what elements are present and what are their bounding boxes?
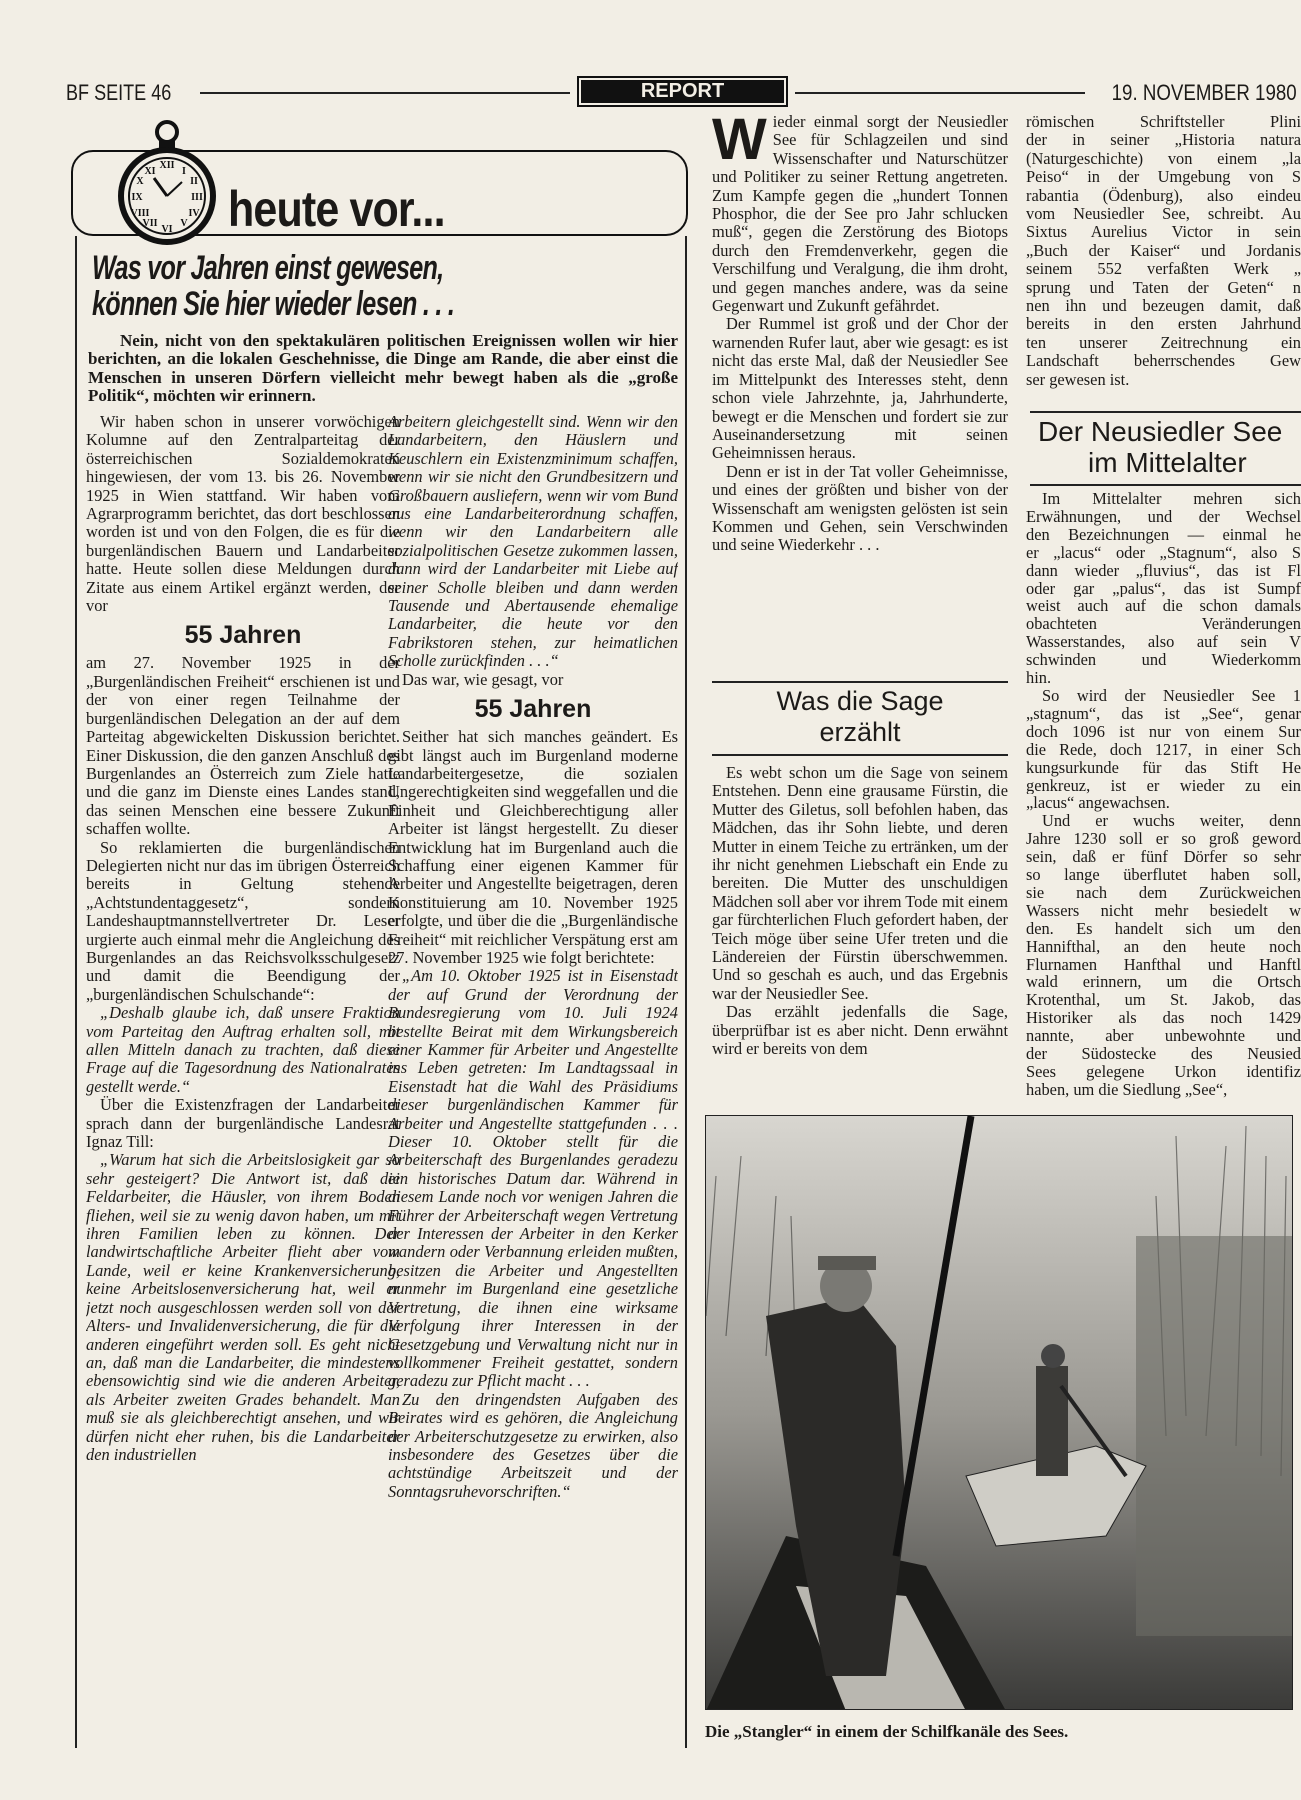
paragraph: Arbeitern gleichgestellt sind. Wenn wir den Landarbeitern, den Häuslern und Keuschlern ein Existenzminimum schaffen, wenn wir sie nicht den Grundbesitzern und Großbauern ausliefern, wenn wir vom Bund aus eine Landarbeiterordnung schaffen, wenn wir den Landarbeitern alle sozialpolitischen Gesetze zukommen lassen, dann wird der Landarbeiter mit Liebe auf seiner Scholle bleiben und dann werden Tausende und Abertausende ehemalige Landarbeiter, die heute vor den Fabrikstoren stehen, zur heimatlichen Scholle zurückfinden . . .“ bbox=[388, 413, 678, 671]
text-line: Hannifthal, an den heute noch bbox=[1026, 937, 1301, 956]
text-line: Peiso“ in der Umgebung von S bbox=[1026, 168, 1301, 187]
drop-cap: W bbox=[712, 113, 767, 172]
text-line: er „lacus“ oder „Stagnum“, also S bbox=[1026, 543, 1301, 562]
paragraph: Der Rummel ist groß und der Chor der warnenden Rufer laut, aber wie gesagt: es ist nicht das erste Mal, daß der Neusiedler See im Mittelpunkt des Interesses steht, denn schon viele Jahrzehnte, ja, Jahrhunderte, bewegt er die Menschen und fordert sie zur Auseinandersetzung mit seinen Geheimnissen heraus. bbox=[712, 314, 1008, 463]
article-column-2 bbox=[388, 413, 678, 1749]
text-line: Krotenthal, um St. Jakob, das bbox=[1026, 991, 1301, 1010]
section-label-text: REPORT bbox=[581, 80, 784, 103]
section-heading-line: erzählt bbox=[819, 717, 901, 747]
section-heading-line: Was die Sage bbox=[776, 686, 944, 716]
text-line: nen ihn und bezeugen damit, daß bbox=[1026, 297, 1301, 316]
subheading: 55 Jahren bbox=[184, 621, 302, 650]
article-column-3-bottom bbox=[712, 764, 1008, 1104]
section-label bbox=[577, 76, 788, 107]
text-line: sein, daß er fünf Dörfer so sehr bbox=[1026, 848, 1301, 867]
text-line: der Südostecke des Neusied bbox=[1026, 1045, 1301, 1063]
paragraph: Über die Existenzfragen der Landarbeiter sprach dann der burgenländische Landesrat Ignaz Till: bbox=[86, 1095, 400, 1152]
svg-text:II: II bbox=[190, 176, 198, 187]
text-line: Jahre 1230 soll er so groß geword bbox=[1026, 830, 1301, 849]
svg-text:VII: VII bbox=[142, 218, 158, 229]
text-line: hin. bbox=[1026, 669, 1052, 687]
section-heading-sage bbox=[712, 681, 1008, 756]
svg-text:XI: XI bbox=[144, 166, 156, 177]
text-line: „Buch der Kaiser“ und Jordanis bbox=[1026, 241, 1301, 260]
svg-text:VI: VI bbox=[161, 224, 173, 235]
photo-stangler-boats bbox=[705, 1115, 1293, 1710]
svg-text:X: X bbox=[136, 176, 144, 187]
text-line: so lange überflutet haben soll, bbox=[1026, 866, 1301, 884]
text-line: „stagnum“, das ist „See“, genar bbox=[1026, 704, 1301, 723]
header-rule-right bbox=[795, 92, 1085, 94]
section-heading-mittelalter bbox=[1030, 411, 1301, 486]
paragraph: Denn er ist in der Tat voller Geheimnisse, und eines der größten und bisher von der Wissenschaft am wenigsten gelösten ist sein Kommen und Gehen, sein Verschwinden und seine Wiederkehr . . . bbox=[712, 461, 1008, 555]
paragraph: Seither hat sich manches geändert. Es gibt längst auch im Burgenland moderne Landarbeitergesetze, die sozialen Ungerechtigkeiten sind weggefallen und die Einheit und Gleichberechtigung aller Arbeiter ist längst hergestellt. Zu dieser Entwicklung hat im Burgenland auch die Schaffung einer eigenen Kammer für Arbeiter und Angestellte beigetragen, deren Konstituierung am 10. November 1925 erfolgte, und über die die „Burgenländische Freiheit“ mit reichlicher Verspätung erst am 27. November 1925 wie folgt berichtete: bbox=[388, 727, 678, 967]
text-line: ten unserer Zeitrechnung ein bbox=[1026, 333, 1301, 352]
svg-text:V: V bbox=[180, 218, 188, 229]
text-line: Flurnamen Hanfthal und Hanftl bbox=[1026, 955, 1301, 974]
subheading: 55 Jahren bbox=[474, 695, 592, 724]
text-line: den. Es handelt sich um den bbox=[1026, 919, 1301, 938]
text-line: römischen Schriftsteller Plini bbox=[1026, 113, 1301, 131]
text-line: Im Mittelalter mehren sich bbox=[1042, 490, 1301, 508]
text-line: doch 1096 ist nur von einem Sur bbox=[1026, 722, 1301, 741]
issue-date: 19. NOVEMBER 1980 bbox=[1111, 80, 1297, 105]
article-column-1 bbox=[86, 413, 400, 1749]
feature-intro: Nein, nicht von den spektakulären politischen Ereignissen wollen wir hier berichten, an die lokalen Geschehnisse, die Dinge am Rande, die aber einst die Menschen in unseren Dörfern vielleicht mehr bewegt haben als die „große Politik“, möchten wir erinnern. bbox=[88, 331, 678, 406]
text-line: haben, um die Siedlung „See“, bbox=[1026, 1080, 1228, 1099]
text-line: genkreuz, ist er wieder zu ein bbox=[1026, 776, 1301, 795]
headline-line: können Sie hier wieder lesen . . . bbox=[92, 285, 455, 323]
text-line: der in seiner „Historia natura bbox=[1026, 131, 1301, 150]
text-line: vom Neusiedler See, schreibt. Au bbox=[1026, 205, 1301, 224]
svg-text:III: III bbox=[191, 192, 203, 203]
feature-title: heute vor... bbox=[228, 181, 445, 237]
paragraph: Es webt schon um die Sage von seinem Entstehen. Denn eine grausame Fürstin, die Mutter des Giletus, soll befohlen haben, das Mädchen, das ihr Sohn liebte, und deren Mutter in einem Teiche zu ertränken, um der ihr nicht genehmen Liebschaft ein Ende zu bereiten. Die Mutter des unschuldigen Mädchen soll aber vor ihrem Tode mit einem gar fürchterlichen Fluch gefordert haben, der Teich möge über seine Ufer treten und die Ländereien der Fürstin überschwemmen. Und so geschah es auch, und das Ergebnis war der Neusiedler See. bbox=[712, 764, 1008, 1003]
text-line: seinem 552 verfaßten Werk „ bbox=[1026, 260, 1301, 279]
text-line: kungsurkunde für das Stift He bbox=[1026, 758, 1301, 777]
svg-text:XII: XII bbox=[159, 160, 175, 171]
svg-text:IX: IX bbox=[131, 192, 143, 203]
photo-caption: Die „Stangler“ in einem der Schilfkanäle des Sees. bbox=[705, 1722, 1069, 1741]
text-line: nannte, aber unbewohnte und bbox=[1026, 1027, 1301, 1046]
paragraph: am 27. November 1925 in der „Burgenländischen Freiheit“ erschienen ist und der von einer regen Teilnahme der burgenländischen Delegation an der auf dem Parteitag abgewickelten Diskussion berichtet. Einer Diskussion, die den ganzen Anschluß des Burgenlandes an Österreich zum Ziele hatte und die ganz im Dienste eines Landes stand, das seinen Menschen eine bessere Zukunft schaffen wollte. bbox=[86, 653, 400, 839]
photo-image bbox=[706, 1116, 1293, 1710]
text-line: „lacus“ angewachsen. bbox=[1026, 794, 1170, 813]
svg-text:IV: IV bbox=[188, 208, 200, 219]
text-line: den Bezeichnungen — einmal he bbox=[1026, 525, 1301, 544]
text-line: dann wieder „fluvius“, das ist Fl bbox=[1026, 561, 1301, 580]
text-line: sie nach dem Zurückweichen bbox=[1026, 883, 1301, 902]
header-rule-left bbox=[200, 92, 570, 94]
text-line: weist auch auf die schon damals bbox=[1026, 597, 1301, 616]
text-line: obachteten Veränderungen bbox=[1026, 615, 1301, 634]
text-line: Historiker als das noch 1429 bbox=[1026, 1009, 1301, 1028]
feature-headline bbox=[92, 250, 454, 322]
text-line: sprung und Taten der Geten“ n bbox=[1026, 278, 1301, 297]
text-line: Sees gelegene Urkon identifiz bbox=[1026, 1063, 1301, 1081]
page-number: BF SEITE 46 bbox=[66, 80, 172, 105]
text-line: die Rede, doch 1217, in einer Sch bbox=[1026, 740, 1301, 759]
text-line: Und er wuchs weiter, denn bbox=[1042, 812, 1301, 831]
paragraph: ieder einmal sorgt der Neusiedler See für Schlagzeilen und sind Wissenschafter und Naturschützer und Politiker zu seiner Rettung angetreten. Zum Kampfe gegen die „hundert Tonnen Phosphor, die der See pro Jahr schlucken muß“, gegen die Zerstörung des Biotops durch den Fremdenverkehr, gegen die Verschilfung und Veralgung, die ihm droht, und gegen manches andere, was da seine Gegenwart und Zukunft gefährdet. bbox=[712, 113, 1008, 316]
text-line: Wassers nicht mehr besiedelt w bbox=[1026, 901, 1301, 920]
paragraph: So reklamierten die burgenländischen Delegierten nicht nur das im übrigen Österreich bereits in Geltung stehende „Achtstundentaggesetz“, sondern Landeshauptmannstellvertreter Dr. Leser urgierte auch einmal mehr die Angleichung des Burgenlandes an das Reichsvolksschulgesetz und damit die Beendigung der „burgenländischen Schulschande“: bbox=[86, 837, 400, 1004]
text-line: Sixtus Aurelius Victor in sein bbox=[1026, 223, 1301, 242]
headline-line: Was vor Jahren einst gewesen, bbox=[92, 249, 444, 287]
paragraph: Das war, wie gesagt, vor bbox=[402, 669, 564, 689]
svg-text:I: I bbox=[182, 166, 186, 177]
text-line: rabantia (Ödenburg), also eindeu bbox=[1026, 186, 1301, 205]
paragraph: „Warum hat sich die Arbeitslosigkeit gar so sehr gesteigert? Die Antwort ist, daß die Feldarbeiter, die Häusler, von ihrem Boden fliehen, weil sie zu wenig davon haben, um mit ihren Familien leben zu können. Der landwirtschaftliche Arbeiter flieht aber vom Lande, weil er keine Krankenversicherung, keine Arbeitslosenversicherung hat, weil er jetzt noch ausgeschlossen werden soll von der Alters- und Invalidenversicherung, die für die anderen eingeführt werden soll. Es geht nicht an, daß man die Landarbeiter, die mindestens ebensowichtig sind wie die anderen Arbeiter, als Arbeiter zweiten Grades behandelt. Man muß sie als gleichberechtigt ansehen, und wir dürfen nicht eher ruhen, bis die Landarbeiter den industriellen bbox=[86, 1150, 400, 1464]
text-line: Wasserstandes, also auf sein V bbox=[1026, 633, 1301, 652]
article-column-4-bottom bbox=[1026, 490, 1301, 1099]
text-line: oder gar „palus“, das ist Sumpf bbox=[1026, 579, 1301, 598]
svg-text:VIII: VIII bbox=[130, 208, 150, 219]
box-border-left bbox=[75, 236, 77, 1748]
text-line: Erwähnungen, und der Wechsel bbox=[1026, 507, 1301, 526]
section-heading-line: im Mittelalter bbox=[1088, 447, 1247, 478]
article-column-3-top bbox=[712, 113, 1008, 673]
pocket-watch-icon bbox=[112, 118, 222, 248]
text-line: wald erinnern, um die Ortsch bbox=[1026, 973, 1301, 992]
paragraph: „Am 10. Oktober 1925 ist in Eisenstadt der auf Grund der Verordnung der Bundesregierung vom 10. Juli 1924 bestellte Beirat mit dem Wirkungsbereich einer Kammer für Arbeiter und Angestellte ins Leben getreten: Im Landtagssaal in Eisenstadt hat die Wahl des Präsidiums dieser burgenländischen Kammer für Arbeiter und Angestellte stattgefunden . . . Dieser 10. Oktober stellt für die Arbeiterschaft des Burgenlandes geradezu ein historisches Datum dar. Während in diesem Lande noch vor wenigen Jahren die Führer der Arbeiterschaft wegen Vertretung der Interessen der Arbeiter in den Kerker wandern oder Verbannung erleiden mußten, besitzen die Arbeiter und Angestellten nunmehr im Burgenland eine gesetzliche Vertretung, die ihnen eine wirksame Verfolgung ihrer Interessen in der Gesetzgebung und Verwaltung nicht nur in vollkommener Freiheit gestattet, sondern geradezu zur Pflicht macht . . . bbox=[388, 966, 678, 1391]
text-line: So wird der Neusiedler See 1 bbox=[1042, 686, 1301, 705]
paragraph: Zu den dringendsten Aufgaben des Beirates wird es gehören, die Angleichung der Arbeiterschutzgesetze zu erwirken, also insbesondere des Gesetzes über die achtstündige Arbeitszeit und der Sonntagsruhevorschriften.“ bbox=[388, 1389, 678, 1501]
text-line: Landschaft beherrschendes Gew bbox=[1026, 352, 1301, 371]
text-line: (Naturgeschichte) von einem „la bbox=[1026, 149, 1301, 168]
box-border-right bbox=[685, 236, 687, 1748]
paragraph: Das erzählt jedenfalls die Sage, überprüfbar ist es aber nicht. Denn erwähnt wird er bereits von dem bbox=[712, 1002, 1008, 1059]
article-column-4-top bbox=[1026, 113, 1301, 389]
text-line: ser gewesen ist. bbox=[1026, 370, 1130, 389]
section-heading-line: Der Neusiedler See bbox=[1038, 416, 1283, 447]
paragraph: „Deshalb glaube ich, daß unsere Fraktion vom Parteitag den Auftrag erhalten soll, mit allen Mitteln danach zu trachten, daß diese Frage auf die Tagesordnung des Nationalrates gestellt werde.“ bbox=[86, 1003, 400, 1096]
text-line: schwinden und Wiederkomm bbox=[1026, 651, 1301, 670]
text-line: bereits in den ersten Jahrhund bbox=[1026, 315, 1301, 334]
paragraph: Wir haben schon in unserer vorwöchigen Kolumne auf den Zentralparteitag der österreichischen Sozialdemokraten hingewiesen, der vom 13. bis 26. November 1925 in Wien stattfand. Wir haben vom Agrarprogramm berichtet, das dort beschlossen worden ist und von den Folgen, die es für die burgenländischen Bauern und Landarbeiter hatte. Heute sollen diese Meldungen durch Zitate aus einem Artikel ergänzt werden, der vor bbox=[86, 413, 400, 616]
